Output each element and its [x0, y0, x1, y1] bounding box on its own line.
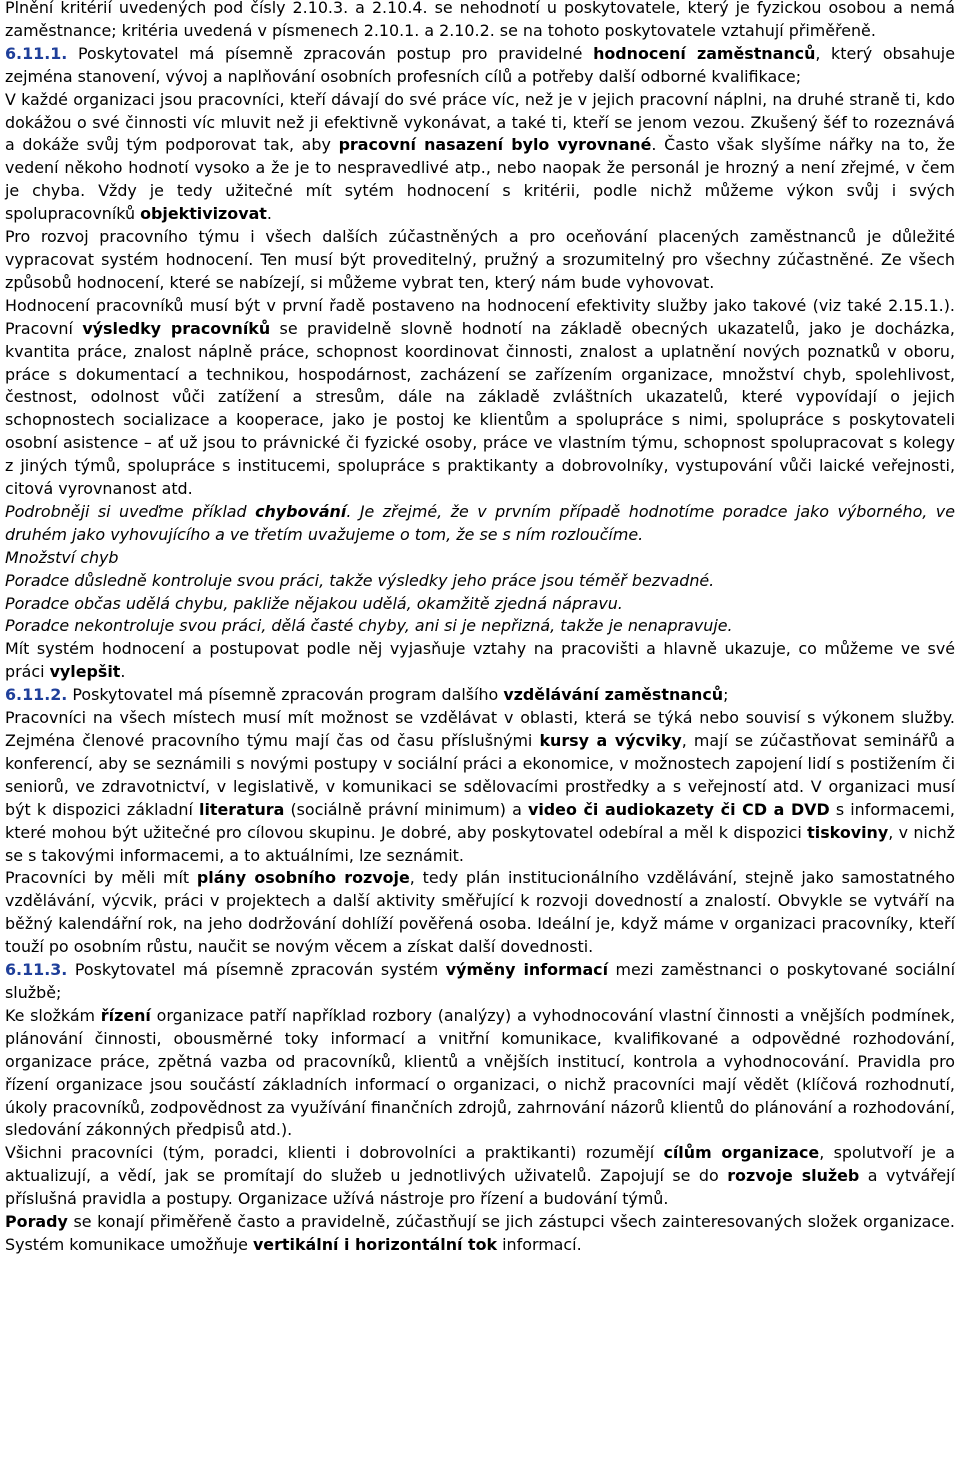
text-run: , spolutvoří je a aktualizují, a vědí, jak se promítají do služeb u jednotlivých uživatelů. Zapojují se do	[5, 1143, 956, 1186]
text-run: . Je zřejmé, že v prvním případě hodnotíme poradce jako výborného, ve druhém jako vyhovujícího a ve třetím uvažujeme o tom, že se s ním rozloučíme.	[5, 501, 955, 544]
paragraph	[5, 295, 955, 501]
paragraph	[5, 547, 955, 570]
text-run: Pro rozvoj pracovního týmu i všech dalších zúčastněných a pro oceňování placených zaměstnanců je důležité vypracovat systém hodnocení. Ten musí být proveditelný, pružný a srozumitelný pro všechny zúčastněné. Ze všech způsobů hodnocení, které se nabízejí, si můžeme vybrat ten, který nám bude vyhovovat.	[5, 227, 955, 292]
paragraph	[5, 501, 955, 547]
text-run: informací.	[497, 1234, 582, 1254]
paragraph	[5, 684, 955, 707]
paragraph	[5, 615, 955, 638]
bold-text: hodnocení zaměstnanců	[593, 43, 816, 63]
bold-text: tiskoviny	[807, 822, 889, 842]
bold-text: výsledky pracovníků	[82, 318, 271, 338]
text-run: , tedy plán institucionálního vzdělávání, stejně jako samostatného vzdělávání, výcvik, práci v projektech a další aktivity směřující k rozvoji dovedností a znalostí. Obvykle se vytváří na běžný kalendářní rok, na jeho dodržování dohlíží pověřená osoba. Ideální je, když máme v organizaci pracovníky, kteří touží po osobním růstu, naučit se novým věcem a získat další dovednosti.	[5, 868, 955, 957]
bold-text: plány osobního rozvoje	[196, 868, 410, 888]
text-run: Množství chyb	[5, 547, 119, 567]
text-run: (sociálně právní minimum) a	[284, 799, 528, 819]
paragraph	[5, 959, 955, 1005]
text-run: , který obsahuje zejména stanovení, vývoj a naplňování osobních profesních cílů a potřeby další odborné kvalifikace;	[5, 43, 955, 86]
text-run: Poradce občas udělá chybu, pakliže nějakou udělá, okamžitě zjedná nápravu.	[5, 593, 623, 613]
text-run: Podrobněji si uveďme příklad	[5, 501, 256, 521]
bold-text: literatura	[199, 799, 285, 819]
bold-text: rozvoje služeb	[727, 1166, 860, 1186]
text-run: Poskytovatel má písemně zpracován postup pro pravidelné	[67, 43, 594, 63]
text-run: Pracovníci by měli mít	[5, 868, 197, 888]
text-run: .	[266, 204, 272, 224]
bold-text: řízení	[100, 1005, 151, 1025]
bold-text: video či audiokazety či CD a DVD	[528, 799, 830, 819]
text-run: V každé organizaci jsou pracovníci, kteří dávají do své práce víc, než je v jejich pracovní náplni, na druhé straně ti, kdo dokážou o své činnosti víc mluvit než ji efektivně vykonávat, a také ti, kteří se jenom vezou. Zkušený šéf to rozeznává a dokáže svůj tým podporovat tak, aby	[5, 89, 955, 155]
bold-text: vylepšit	[49, 662, 121, 682]
section-number: 6.11.2.	[5, 685, 68, 705]
paragraph	[5, 0, 955, 43]
text-run: se konají přiměřeně často a pravidelně, zúčastňují se jich zástupci všech zainteresovaných složek organizace. Systém komunikace umožňuje	[5, 1212, 955, 1254]
paragraph	[5, 638, 955, 684]
text-run: . Často však slyšíme nářky na to, že vedení někoho hodnotí vysoko a že je to nespravedlivé atp., nebo naopak že personál je hrozný a není zřejmé, v čem je chyba. Vždy je tedy užitečné mít sytém hodnocení s kritérii, podle nichž můžeme výkon svůj i svých spolupracovníků	[5, 135, 955, 224]
bold-text: výměny informací	[445, 960, 609, 980]
text-run: Hodnocení pracovníků musí být v první řadě postaveno na hodnocení efektivity služby jako takové (viz také 2.15.1.). Pracovní	[5, 295, 955, 338]
paragraph	[5, 89, 955, 226]
paragraph	[5, 867, 955, 959]
bold-text: cílům organizace	[663, 1143, 820, 1163]
bold-text: Porady	[5, 1212, 68, 1232]
paragraph	[5, 226, 955, 295]
text-run: s informacemi, které mohou být užitečné pro cílovou skupinu. Je dobré, aby poskytovatel odebíral a měl k dispozici	[5, 799, 955, 842]
paragraph	[5, 1211, 955, 1257]
text-run: Všichni pracovníci (tým, poradci, klienti i dobrovolníci a praktikanti) rozumějí	[5, 1143, 664, 1163]
section-number: 6.11.3.	[5, 960, 68, 980]
text-run: Poskytovatel má písemně zpracován program dalšího	[67, 685, 504, 705]
text-run: a vytvářejí příslušná pravidla a postupy. Organizace užívá nástroje pro řízení a budování týmů.	[5, 1166, 955, 1209]
text-run: organizace patří například rozbory (analýzy) a vyhodnocování vlastní činnosti a vnějších podmínek, plánování činnosti, obousměrné toky informací a vnitřní komunikace, kvalifikované a odpovědné rozhodování, organizace práce, zpětná vazba od pracovníků, klientů a vnějších institucí, kontrola a vyhodnocování. Pravidla pro řízení organizace jsou součástí základních informací o organizaci, o nichž pracovníci mají vědět (klíčová rozhodnutí, úkoly pracovníků, zodpovědnost za využívání finančních zdrojů, zahrnování názorů klientů do plánování a rozhodování, sledování zákonných předpisů atd.).	[5, 1005, 955, 1140]
bold-text: pracovní nasazení bylo vyrovnané	[338, 135, 652, 155]
paragraph	[5, 1142, 955, 1211]
text-run: , mají se zúčastňovat seminářů a konferencí, aby se seznámili s novými postupy v sociální práci a ekonomice, v možnostech zapojení lidí s postižením či seniorů, ve zdravotnictví, v legislativě, v komunikaci se sdělovacími prostředky a s veřejností atd. V organizaci musí být k dispozici základní	[5, 731, 955, 819]
bold-text: vertikální i horizontální tok	[252, 1234, 498, 1254]
section-number: 6.11.1.	[5, 43, 68, 63]
text-run: se pravidelně slovně hodnotí na základě obecných ukazatelů, jako je docházka, kvantita práce, znalost náplně práce, schopnost koordinovat činnosti, znalost a uplatnění nových poznatků v oboru, práce s dokumentací a technikou, hospodárnost, zacházení se zařízením organizace, množství chyb, spolehlivost, čestnost, odolnost vůči zatížení a stresům, dále na základě zvláštních ukazatelů, které vypovídají o jejich schopnostech socializace a kooperace, jako je postoj ke klientům a spolupráce s nimi, spolupráce s poskytovateli osobní asistence – ať už jsou to právnické či fyzické osoby, práce ve vlastním týmu, schopnost spolupracovat s kolegy z jiných týmů, spolupráce s institucemi, spolupráce s praktikanty a dobrovolníky, vystupování vůči laické veřejnosti, citová vyrovnanost atd.	[5, 318, 955, 499]
bold-text: vzdělávání zaměstnanců	[503, 685, 724, 705]
paragraph	[5, 593, 955, 616]
text-run: mezi zaměstnanci o poskytované sociální službě;	[5, 960, 955, 1002]
text-run: Ke složkám	[5, 1005, 101, 1025]
paragraph	[5, 570, 955, 593]
text-run: Poradce nekontroluje svou práci, dělá časté chyby, ani si je nepřizná, takže je nenapravuje.	[5, 616, 733, 636]
paragraph	[5, 1005, 955, 1142]
paragraph	[5, 43, 955, 89]
bold-text: objektivizovat	[140, 204, 267, 224]
text-run: .	[120, 662, 126, 682]
bold-text: kursy a výcviky	[539, 731, 682, 750]
text-run: Pracovníci na všech místech musí mít možnost se vzdělávat v oblasti, která se týká nebo souvisí s výkonem služby. Zejména členové pracovního týmu mají čas od času příslušnými	[5, 708, 955, 750]
text-run: Poskytovatel má písemně zpracován systém	[67, 960, 446, 980]
text-run: ;	[723, 685, 729, 705]
text-run: , v nichž se s takovými informacemi, a to aktuálními, lze seznámit.	[5, 822, 955, 865]
paragraph	[5, 707, 955, 867]
bold-text: chybování	[255, 501, 347, 521]
text-run: Plnění kritérií uvedených pod čísly 2.10.3. a 2.10.4. se nehodnotí u poskytovatele, který je fyzickou osobou a nemá zaměstnance; kritéria uvedená v písmenech 2.10.1. a 2.10.2. se na tohoto poskytovatele vztahují přiměřeně.	[5, 0, 955, 40]
text-run: Mít systém hodnocení a postupovat podle něj vyjasňuje vztahy na pracovišti a hlavně ukazuje, co můžeme ve své práci	[5, 639, 955, 682]
text-run: Poradce důsledně kontroluje svou práci, takže výsledky jeho práce jsou téměř bezvadné.	[5, 570, 715, 590]
